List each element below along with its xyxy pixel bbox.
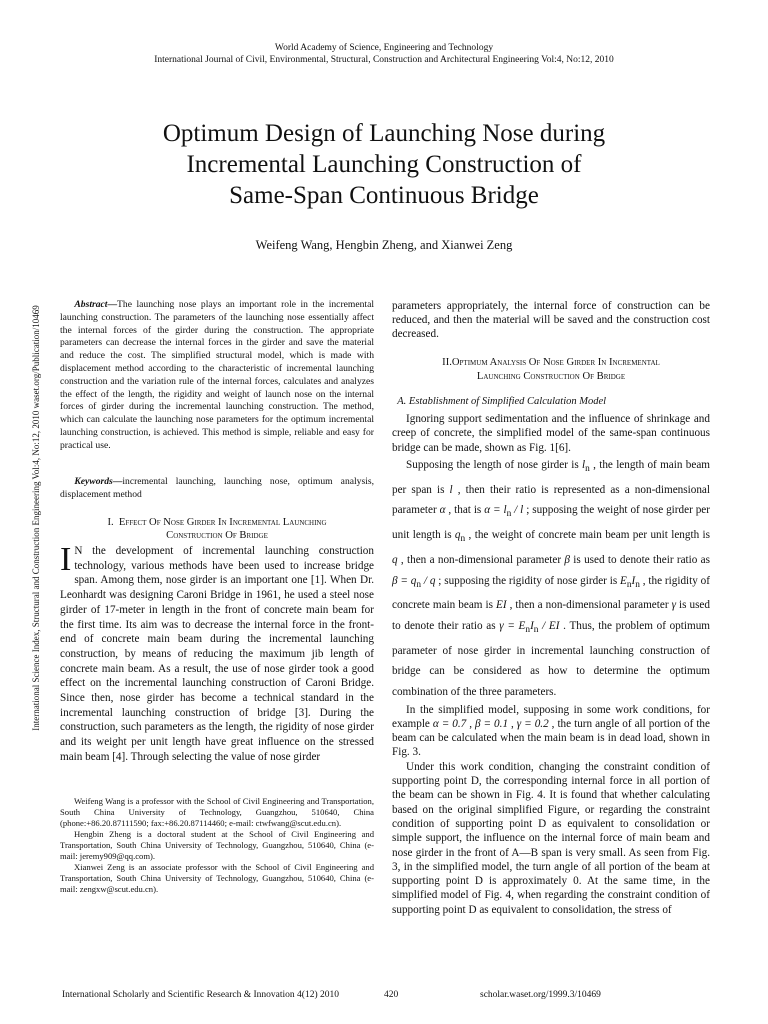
footnote-author-3: Xianwei Zeng is an associate professor with the School of Civil Engineering and Transportation, South China University of Technology, Guangzhou, 510640, China (e-mail: zengxw@scut.edu.cn).: [60, 862, 374, 894]
abstract-text: The launching nose plays an important role in the incremental launching construction. The parameters of the launching nose essentially affect the internal forces of the girder during the construction. The appropriate parameters can decrease the internal forces in the girder and save the material and reduce the cost. The simplified structural model, which is made with displacement method according to the characteristic of incremental launching construction and the variation rule of the internal forces, calculates and analyzes the effect of the length, the rigidity and weight of launch nose on the internal forces of girder during the incremental launching construction. The method, which can calculate the launching nose parameters for the optimum incremental launching construction, is achieved. This method is simple, reliable and easy for practical use.: [60, 299, 374, 451]
paragraph-work-conditions: In the simplified model, supposing in some work conditions, for example α = 0.7 , β = 0.1 , γ = 0.2 , the turn angle of all portion of the beam can be calculated when the main beam is in dead load, shown in Fig. 3.: [392, 703, 710, 759]
keywords-dash: —: [112, 476, 123, 487]
title-line-3: Same-Span Continuous Bridge: [229, 182, 539, 209]
abstract: [60, 299, 374, 453]
section-1-number: I.: [107, 517, 114, 528]
section-2-number: II.: [442, 357, 452, 368]
keywords-label: Keywords: [74, 476, 113, 487]
title-line-2: Incremental Launching Construction of: [186, 151, 582, 178]
section-2-heading: [392, 356, 710, 384]
section-2-body: [392, 412, 710, 917]
author-footnotes: [60, 796, 374, 895]
keywords-text: incremental launching, launching nose, optimum analysis, displacement method: [60, 476, 374, 500]
keywords: [60, 476, 374, 502]
section-1-title-line-2: Construction Of Bridge: [166, 530, 268, 541]
authors: Weifeng Wang, Hengbin Zheng, and Xianwei Zeng: [255, 238, 513, 252]
section-2-title-line-1: Optimum Analysis Of Nose Girder In Incremental: [451, 357, 660, 368]
subsection-a-heading: A. Establishment of Simplified Calculation Model: [397, 396, 607, 407]
section-2-title-line-2: Launching Construction Of Bridge: [476, 371, 626, 382]
section-1-title-line-1: Effect Of Nose Girder In Incremental Launching: [118, 517, 327, 528]
abstract-dash: —: [107, 299, 118, 310]
introduction-paragraph: [60, 541, 374, 765]
footer-publisher: International Scholarly and Scientific Research & Innovation 4(12) 2010: [62, 990, 340, 1000]
title-line-1: Optimum Design of Launching Nose during: [162, 120, 606, 147]
section-1-heading: [60, 516, 374, 542]
drop-cap: I: [60, 541, 72, 578]
journal-name: World Academy of Science, Engineering and Technology: [274, 43, 494, 53]
introduction-continued: parameters appropriately, the internal force of construction can be reduced, and then the material will be saved and the construction cost decreased.: [392, 300, 710, 340]
footer-page-number: 420: [384, 990, 399, 1000]
footer-url: scholar.waset.org/1999.3/10469: [480, 990, 601, 1000]
abstract-label: Abstract: [74, 299, 108, 310]
introduction-text: N the development of incremental launching construction technology, various methods have been used to increase bridge span. Among them, nose girder is an important one [1]. When Dr. Leonhardt was designing Caroni Bridge in 1961, he used a steel nose girder of 17-meter in length in the front of concrete main beam for the first time. Its aim was to decrease the internal force in the front-end of concrete main beam during the incremental launching construction, by means of reducing the maximum jib length of concrete main beam. As a result, the use of nose girder took a good effect on the incremental launching construction of Caroni Bridge. Since then, nose girder has become a technical standard in the incremental launching construction of bridge [3]. During the construction, such parameters as the length, the rigidity of nose girder and its weight per unit length have great influence on the stressed main beam [4]. Through selecting the value of nose girder: [60, 545, 374, 763]
paragraph-constraint-condition: Under this work condition, changing the constraint condition of supporting point D, the corresponding internal force in all portion of the beam can be shown in Fig. 4. It is found that whether calculating based on the original simplified Figure, or regarding the constraint condition of supporting point D as equivalent to consolidation or simple support, the influence on the internal force of main beam and nose girder in the front of A—B span is very small. As seen from Fig. 3, in the simplified model, the turn angle of all portion of the beam at supporting point D is approximately 0. At the same time, in the simplified model of Fig. 4, when regarding the constraint condition of supporting point D as equivalent to consolidation, the stress of: [392, 760, 710, 916]
footnote-author-2: Hengbin Zheng is a doctoral student at the School of Civil Engineering and Transportation, South China University of Technology, Guangzhou, 510640, China (e-mail: jeremy909@qq.com).: [60, 829, 374, 861]
journal-volume-line: International Journal of Civil, Environmental, Structural, Construction and Architectural Engineering Vol:4, No:12, 2010: [154, 55, 614, 65]
footnote-author-1: Weifeng Wang is a professor with the School of Civil Engineering and Transportation, South China University of Technology, Guangzhou, 510640, China (phone:+86.20.87111590; fax:+86.20.87114460; e-mail: ctwfwang@scut.edu.cn).: [60, 796, 374, 828]
paper-title: [60, 118, 708, 211]
paragraph-parameters: Supposing the length of nose girder is $l_n$ , the length of main beam per span is l , then their ratio is represented as a non-dimensional parameter α , that is $\alpha = l_n / l$ ; supposing the weight of nose girder per unit length is $q_n$ , the weight of concrete main beam per unit length is q , then a non-dimensional parameter β is used to denote their ratio as $\beta = q_n / q$ ; supposing the rigidity of nose girder is $E_nI_n$ , the rigidity of concrete main beam is EI , then a non-dimensional parameter γ is used to denote their ratio as $\gamma = E_nI_n$ / EI . Thus, the problem of optimum parameter of nose girder in incremental launching construction of bridge can be considered as how to determine the optimum combination of the three parameters.: [392, 458, 711, 698]
sidebar-index-text: International Science Index, Structural and Construction Engineering Vol:4, No:12, 2010 waset.org/Publication/10469: [31, 305, 41, 731]
sidebar-index: [30, 302, 42, 734]
paragraph-simplified-model: Ignoring support sedimentation and the influence of shrinkage and creep of concrete, the simplified model of the same-span continuous bridge can be made, shown as Fig. 1[6].: [392, 413, 710, 454]
